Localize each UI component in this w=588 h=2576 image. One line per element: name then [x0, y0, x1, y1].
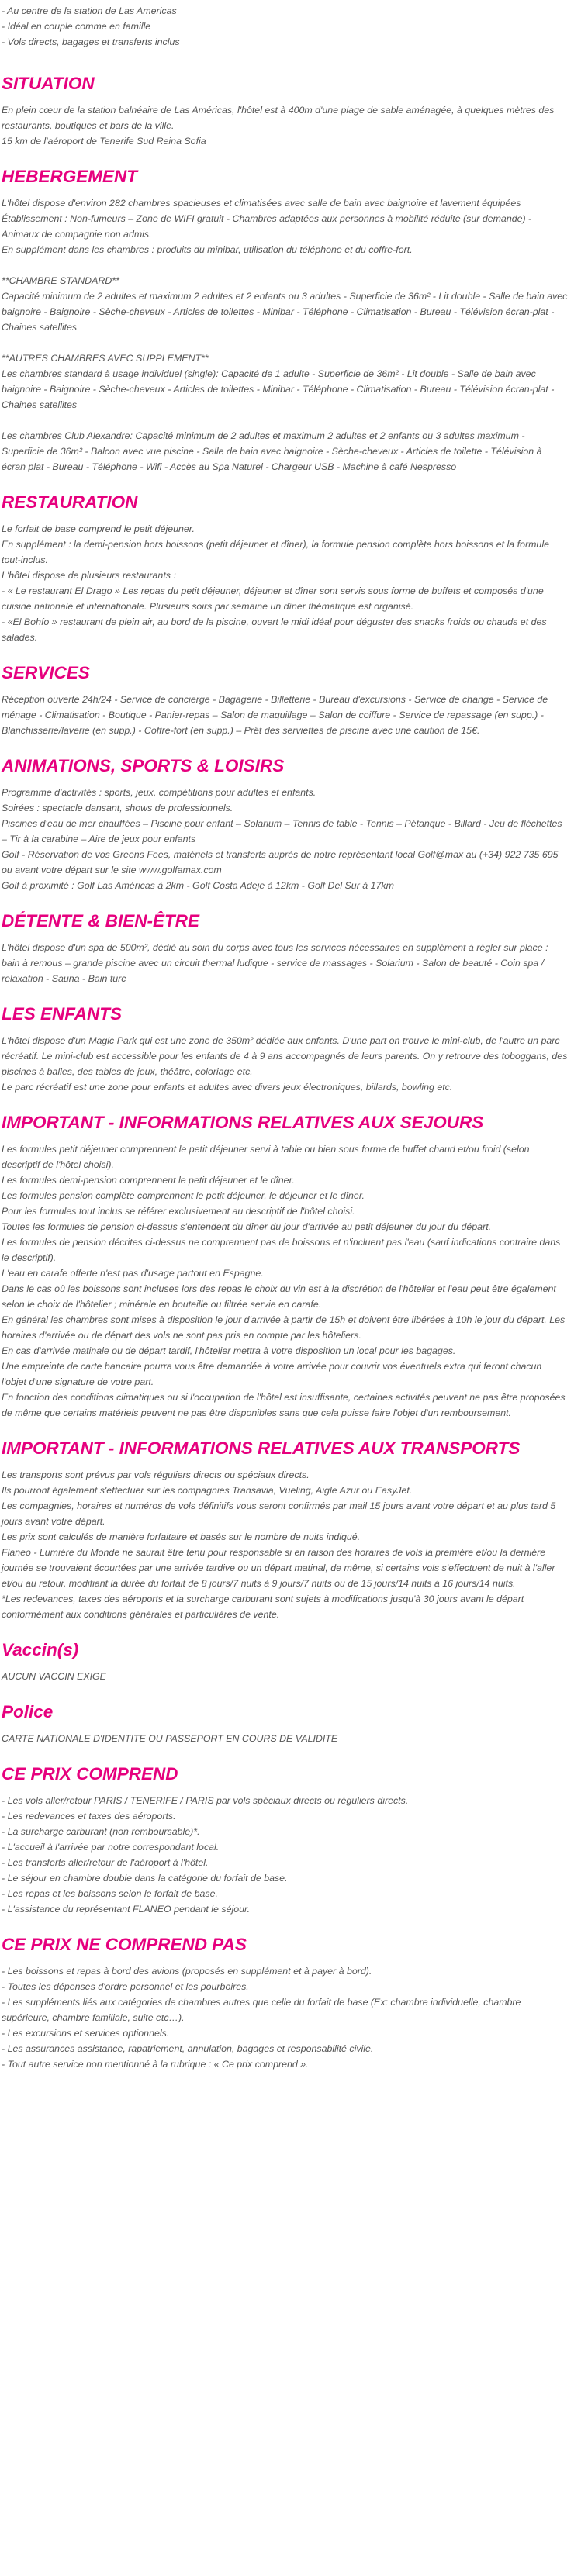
paragraph: Une empreinte de carte bancaire pourra vous être demandée à votre arrivée pour couvrir vos éventuels extra qui feront chacun l'objet d'une signature de votre part. [2, 1361, 542, 1387]
list-item: - Les transferts aller/retour de l'aéroport à l'hôtel. [2, 1857, 209, 1868]
paragraph: Les chambres Club Alexandre: Capacité minimum de 2 adultes et maximum 2 adultes et 2 enfants ou 3 adultes maximum - Superficie de 36m² - Balcon avec vue piscine - Salle de bain avec baignoire - Sèche-cheveux - Articles de toilette - Télévision à écran plat - Bureau - Téléphone - Wifi - Accès au Spa Naturel - Chargeur USB - Machine à café Nespresso [2, 430, 542, 472]
list-item: - Les redevances et taxes des aéroports. [2, 1811, 176, 1822]
section-transports [2, 1438, 568, 1622]
highlight-line: - Idéal en couple comme en famille [2, 21, 151, 32]
section-enfants [2, 1003, 568, 1095]
section-title: Police [2, 1702, 54, 1721]
paragraph: Les formules de pension décrites ci-dessus ne comprennent pas de boissons et n'incluent pas l'eau (sauf indications contraire dans le descriptif). [2, 1237, 561, 1263]
paragraph: L'eau en carafe offerte n'est pas d'usage partout en Espagne. [2, 1268, 264, 1279]
paragraph: 15 km de l'aéroport de Tenerife Sud Reina Sofia [2, 136, 206, 147]
paragraph: Golf à proximité : Golf Las Américas à 2km - Golf Costa Adeje à 12km - Golf Del Sur à 17km [2, 880, 394, 891]
section-title: LES ENFANTS [2, 1004, 123, 1024]
paragraph: Réception ouverte 24h/24 - Service de concierge - Bagagerie - Billetterie - Bureau d'excursions - Service de change - Service de ménage - Climatisation - Boutique - Panier-repas – Salon de maquillage – Salon de coiffure - Service de repassage (en supp.) - Blanchisserie/laverie (en supp.) - Coffre-fort (en supp.) – Prêt des serviettes de piscine avec une caution de 15€. [2, 694, 548, 736]
paragraph: Flaneo - Lumière du Monde ne saurait être tenu pour responsable si en raison des horaires de vols la première et/ou la dernière journée se trouvaient écourtées par une arrivée tardive ou un départ matinal, de même, si certains vols s'effectuent de nuit à l'aller et/ou au retour, modifiant la durée du forfait de 8 jours/7 nuits à 9 jours/7 nuits ou de 15 jours/14 nuits à 16 jours/14 nuits. [2, 1547, 555, 1589]
paragraph: - «El Bohío » restaurant de plein air, au bord de la piscine, ouvert le midi idéal pour déguster des snacks froids ou chauds et des salades. [2, 616, 547, 643]
highlight-line: - Au centre de la station de Las Americas [2, 5, 177, 16]
paragraph: Établissement : Non-fumeurs – Zone de WIFI gratuit - Chambres adaptées aux personnes à mobilité réduite (sur demande) - Animaux de compagnie non admis. [2, 213, 532, 240]
section-title: IMPORTANT - INFORMATIONS RELATIVES AUX SEJOURS [2, 1113, 484, 1132]
paragraph: CARTE NATIONALE D'IDENTITE OU PASSEPORT EN COURS DE VALIDITE [2, 1733, 338, 1744]
list-item: - Les assurances assistance, rapatriement, annulation, bagages et responsabilité civile. [2, 2043, 374, 2054]
section-situation [2, 73, 568, 149]
paragraph: L'hôtel dispose de plusieurs restaurants : [2, 570, 176, 581]
paragraph: Les formules pension complète comprennent le petit déjeuner, le déjeuner et le dîner. [2, 1190, 365, 1201]
paragraph: Pour les formules tout inclus se référer exclusivement au descriptif de l'hôtel choisi. [2, 1206, 355, 1217]
section-prix-comprend [2, 1763, 568, 1917]
paragraph: Les compagnies, horaires et numéros de vols définitifs vous seront confirmés par mail 15 jours avant votre départ et au plus tard 5 jours avant votre départ. [2, 1500, 556, 1527]
section-animations [2, 755, 568, 893]
paragraph: **CHAMBRE STANDARD** [2, 275, 119, 286]
section-title: CE PRIX NE COMPREND PAS [2, 1935, 247, 1954]
paragraph: Les prix sont calculés de manière forfaitaire et basés sur le nombre de nuits indiqué. [2, 1531, 361, 1542]
paragraph: Capacité minimum de 2 adultes et maximum 2 adultes et 2 enfants ou 3 adultes - Superficie de 36m² - Lit double - Salle de bain avec baignoire - Baignoire - Sèche-cheveux - Articles de toilettes - Minibar - Téléphone - Climatisation - Bureau - Télévision écran-plat - Chaines satellites [2, 291, 568, 333]
section-detente [2, 910, 568, 986]
list-item: - Le séjour en chambre double dans la catégorie du forfait de base. [2, 1873, 288, 1884]
section-title: SITUATION [2, 74, 95, 93]
paragraph: L'hôtel dispose d'un Magic Park qui est une zone de 350m² dédiée aux enfants. D'une part on trouve le mini-club, de l'autre un parc récréatif. Le mini-club est accessible pour les enfants de 4 à 9 ans accompagnés de leurs parents. On y retrouve des toboggans, des piscines à balles, des tables de jeux, théâtre, coloriage etc. [2, 1035, 568, 1077]
section-title: SERVICES [2, 663, 90, 682]
list-item: - Les boissons et repas à bord des avions (proposés en supplément et à payer à bord). [2, 1966, 372, 1977]
paragraph: Les formules petit déjeuner comprennent le petit déjeuner servi à table ou bien sous forme de buffet chaud et/ou froid (selon descriptif de l'hôtel choisi). [2, 1144, 530, 1170]
section-hebergement [2, 166, 568, 475]
paragraph: Toutes les formules de pension ci-dessus s'entendent du dîner du jour d'arrivée au petit déjeuner du jour du départ. [2, 1221, 492, 1232]
list-item: - Les repas et les boissons selon le forfait de base. [2, 1888, 218, 1899]
section-title: HEBERGEMENT [2, 167, 138, 186]
list-item: - La surcharge carburant (non remboursable)*. [2, 1826, 200, 1837]
paragraph: - « Le restaurant El Drago » Les repas du petit déjeuner, déjeuner et dîner sont servis sous forme de buffets et composés d'une cuisine nationale et internationale. Plusieurs soirs par semaine un dîner thématique est organisé. [2, 585, 544, 612]
section-title: RESTAURATION [2, 492, 138, 512]
section-sejours [2, 1112, 568, 1421]
list-item: - Toutes les dépenses d'ordre personnel et les pourboires. [2, 1981, 249, 1992]
list-item: - L'assistance du représentant FLANEO pendant le séjour. [2, 1904, 251, 1915]
paragraph: Les chambres standard à usage individuel (single): Capacité de 1 adulte - Superficie de 36m² - Lit double - Salle de bain avec baignoire - Baignoire - Sèche-cheveux - Articles de toilettes - Minibar - Téléphone - Climatisation - Bureau - Télévision écran-plat - Chaines satellites [2, 368, 555, 410]
paragraph: Les transports sont prévus par vols réguliers directs ou spéciaux directs. [2, 1469, 310, 1480]
paragraph: **AUTRES CHAMBRES AVEC SUPPLEMENT** [2, 353, 209, 364]
paragraph: Programme d'activités : sports, jeux, compétitions pour adultes et enfants. [2, 787, 316, 798]
list-item: - Les vols aller/retour PARIS / TENERIFE / PARIS par vols spéciaux directs ou réguliers directs. [2, 1795, 409, 1806]
paragraph: Ils pourront également s'effectuer sur les compagnies Transavia, Vueling, Aigle Azur ou EasyJet. [2, 1485, 413, 1496]
paragraph: En supplément : la demi-pension hors boissons (petit déjeuner et dîner), la formule pension complète hors boissons et la formule tout-inclus. [2, 539, 549, 565]
paragraph: *Les redevances, taxes des aéroports et la surcharge carburant sont sujets à modifications jusqu'à 30 jours avant le départ conformément aux conditions générales et particulières de vente. [2, 1594, 524, 1620]
section-prix-ne-comprend-pas [2, 1934, 568, 2072]
section-restauration [2, 492, 568, 645]
section-title: DÉTENTE & BIEN-ÊTRE [2, 911, 200, 931]
section-title: ANIMATIONS, SPORTS & LOISIRS [2, 756, 285, 775]
paragraph: Les formules demi-pension comprennent le petit déjeuner et le dîner. [2, 1175, 295, 1186]
list-item: - Les excursions et services optionnels. [2, 2028, 170, 2039]
paragraph: L'hôtel dispose d'environ 282 chambres spacieuses et climatisées avec salle de bain avec baignoire et lavement équipées [2, 198, 521, 209]
list-item: - L'accueil à l'arrivée par notre correspondant local. [2, 1842, 220, 1853]
intro-highlights [2, 3, 568, 50]
section-vaccins [2, 1639, 568, 1684]
paragraph: Golf - Réservation de vos Greens Fees, matériels et transferts auprès de notre représentant local Golf@max au (+34) 922 735 695 ou avant votre départ sur le site www.golfamax.com [2, 849, 559, 875]
section-title: CE PRIX COMPREND [2, 1764, 178, 1784]
section-title: Vaccin(s) [2, 1640, 79, 1659]
section-police [2, 1701, 568, 1746]
paragraph: Soirées : spectacle dansant, shows de professionnels. [2, 803, 233, 813]
paragraph: Dans le cas où les boissons sont incluses lors des repas le choix du vin est à la discrétion de l'hôtelier et l'eau peut être également selon le choix de l'hôtelier ; minérale en bouteille ou filtrée servie en carafe. [2, 1283, 556, 1310]
paragraph: Piscines d'eau de mer chauffées – Piscine pour enfant – Solarium – Tennis de table - Tennis – Pétanque - Billard - Jeu de fléchettes – Tir à la carabine – Aire de jeux pour enfants [2, 818, 562, 844]
list-item: - Tout autre service non mentionné à la rubrique : « Ce prix comprend ». [2, 2059, 309, 2070]
paragraph: En général les chambres sont mises à disposition le jour d'arrivée à partir de 15h et doivent être libérées à 10h le jour du départ. Les horaires d'arrivée ou de départ des vols ne sont pas pris en compte par les hôteliers. [2, 1314, 566, 1341]
paragraph: En plein cœur de la station balnéaire de Las Américas, l'hôtel est à 400m d'une plage de sable aménagée, à quelques mètres des restaurants, boutiques et bars de la ville. [2, 105, 555, 131]
section-title: IMPORTANT - INFORMATIONS RELATIVES AUX TRANSPORTS [2, 1438, 521, 1458]
list-item: - Les suppléments liés aux catégories de chambres autres que celle du forfait de base (Ex: chambre individuelle, chambre supérieure, chambre familiale, suite etc…). [2, 1997, 521, 2023]
paragraph: Le forfait de base comprend le petit déjeuner. [2, 523, 195, 534]
paragraph: En fonction des conditions climatiques ou si l'occupation de l'hôtel est insuffisante, certaines activités peuvent ne pas être proposées de même que certains matériels peuvent ne pas être disponibles sans que cela puisse faire l'objet d'un remboursement. [2, 1392, 566, 1418]
paragraph: En supplément dans les chambres : produits du minibar, utilisation du téléphone et du coffre-fort. [2, 244, 413, 255]
highlight-line: - Vols directs, bagages et transferts inclus [2, 36, 180, 47]
paragraph: En cas d'arrivée matinale ou de départ tardif, l'hôtelier mettra à votre disposition un local pour les bagages. [2, 1345, 456, 1356]
paragraph: AUCUN VACCIN EXIGE [2, 1671, 106, 1682]
paragraph: Le parc récréatif est une zone pour enfants et adultes avec divers jeux électroniques, billards, bowling etc. [2, 1082, 453, 1093]
paragraph: L'hôtel dispose d'un spa de 500m², dédié au soin du corps avec tous les services nécessaires en supplément à régler sur place : bain à remous – grande piscine avec un circuit thermal ludique - service de massages - Solarium - Salon de beauté - Coin spa / relaxation - Sauna - Bain turc [2, 942, 548, 984]
section-services [2, 662, 568, 738]
